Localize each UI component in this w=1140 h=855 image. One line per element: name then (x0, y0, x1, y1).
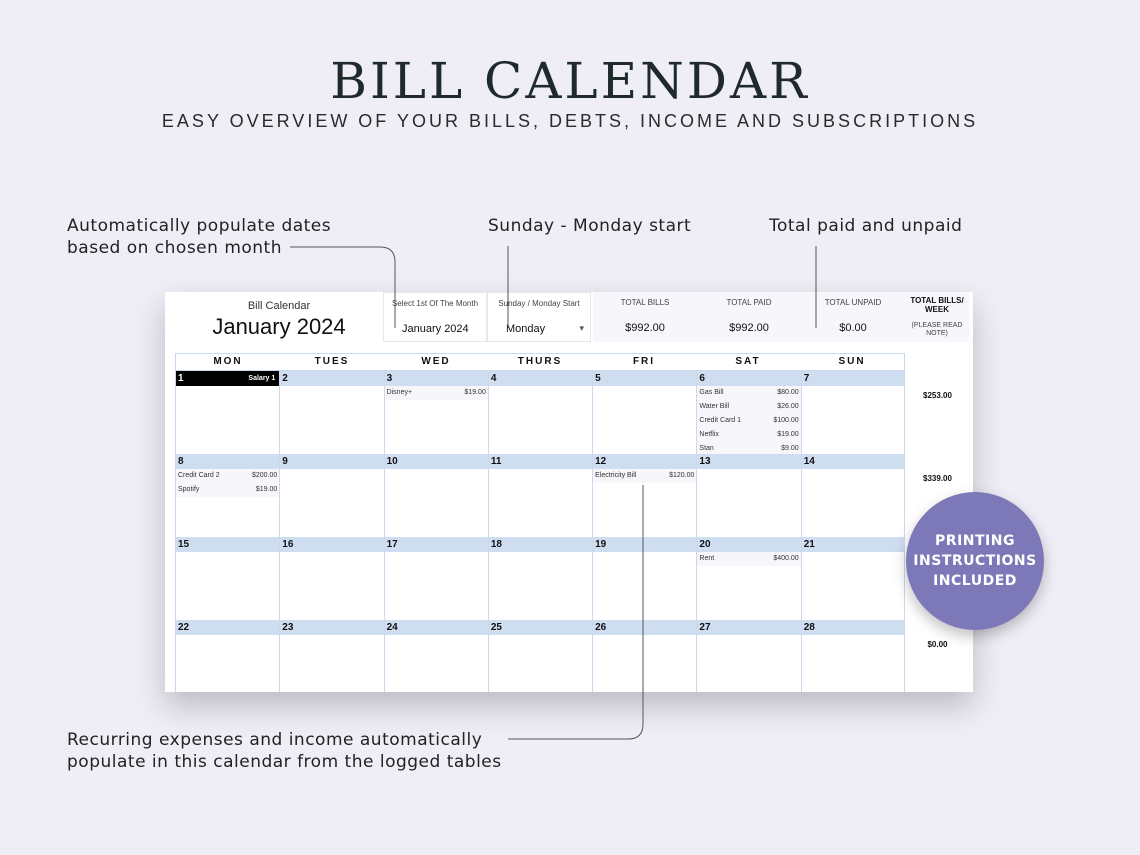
bill-entry (697, 400, 800, 414)
day-number (385, 620, 488, 635)
bill-name: Stan (699, 445, 714, 453)
calendar-sheet (165, 292, 973, 692)
bill-entry (176, 483, 279, 497)
day-number (280, 537, 383, 552)
day-number (280, 620, 383, 635)
day-number (697, 454, 800, 469)
calendar-day-cell[interactable] (384, 620, 488, 692)
calendar-day-cell[interactable] (801, 371, 905, 454)
day-number (697, 371, 800, 386)
select-month-label: Select 1st Of The Month (391, 299, 479, 308)
day-number (489, 620, 592, 635)
bills-per-week-label: TOTAL BILLS/ WEEK (910, 296, 964, 314)
bill-name: Gas Bill (699, 389, 724, 397)
week-total: $339.00 (923, 474, 952, 483)
day-number-text: 7 (803, 373, 810, 384)
calendar-week-row (175, 371, 905, 454)
day-number-text: 24 (386, 622, 398, 633)
calendar-day-cell[interactable] (592, 537, 696, 620)
page-title: BILL CALENDAR (330, 52, 810, 110)
calendar-day-cell[interactable] (696, 454, 800, 537)
calendar-week-row (175, 537, 905, 620)
bill-amount: $19.00 (464, 389, 486, 397)
day-number (489, 371, 592, 386)
day-number (176, 537, 279, 552)
bill-name: Credit Card 2 (178, 472, 220, 480)
bill-amount: $400.00 (773, 555, 799, 563)
day-number-text: 3 (386, 373, 393, 384)
select-month-field[interactable] (383, 292, 487, 342)
bill-entry (176, 469, 279, 483)
week-start-select[interactable] (487, 292, 591, 342)
day-number-text: 9 (282, 456, 288, 467)
bill-amount: $100.00 (773, 417, 799, 425)
calendar-label: Bill Calendar (247, 300, 311, 312)
weekday-tues: TUES (314, 356, 350, 367)
annotation-recurring: Recurring expenses and income automatically populate in this calendar from the logged tables (67, 730, 502, 772)
day-number-text: 25 (490, 622, 502, 633)
bill-amount: $120.00 (669, 472, 695, 480)
calendar-day-cell[interactable] (488, 371, 592, 454)
day-number-text: 8 (178, 456, 184, 467)
day-number-text: 18 (490, 539, 502, 550)
day-number (489, 537, 592, 552)
day-number (802, 537, 904, 552)
calendar-week-row (175, 454, 905, 537)
day-number (697, 537, 800, 552)
total-paid-label: TOTAL PAID (726, 298, 772, 307)
calendar-day-cell[interactable] (801, 454, 905, 537)
bill-entry (593, 469, 696, 483)
day-number-text: 4 (490, 373, 497, 384)
day-number (489, 454, 592, 469)
bill-entry (697, 414, 800, 428)
day-number (593, 537, 696, 552)
bills-per-week-note: (PLEASE READ NOTE) (911, 322, 963, 337)
weekday-mon: MON (213, 356, 243, 367)
select-month-value: January 2024 (402, 323, 469, 335)
day-number-text: 20 (699, 539, 711, 550)
calendar-day-cell[interactable] (801, 537, 905, 620)
calendar-day-cell[interactable] (384, 537, 488, 620)
calendar-day-cell[interactable] (696, 371, 800, 454)
week-total: $0.00 (927, 640, 948, 649)
day-number (176, 454, 279, 469)
week-total: $253.00 (923, 391, 952, 400)
day-number (802, 454, 904, 469)
calendar-grid (175, 353, 905, 692)
day-number-text: 1 (178, 373, 184, 384)
day-number (280, 454, 383, 469)
bill-name: Credit Card 1 (699, 417, 742, 425)
day-number-text: 5 (595, 373, 601, 384)
total-paid-value: $992.00 (729, 322, 769, 334)
day-number-text: 19 (595, 539, 607, 550)
calendar-day-cell[interactable] (279, 454, 383, 537)
page-subtitle: EASY OVERVIEW OF YOUR BILLS, DEBTS, INCOME AND SUBSCRIPTIONS (161, 111, 979, 131)
weekday-thurs: THURS (517, 356, 563, 367)
bill-entry (697, 428, 800, 442)
day-number-text: 12 (595, 456, 607, 467)
week-start-label: Sunday / Monday Start (498, 299, 580, 308)
bill-name: Electricity Bill (595, 472, 637, 480)
bill-name: Rent (699, 555, 715, 563)
bill-name: Water Bill (699, 403, 730, 411)
calendar-day-cell[interactable] (592, 371, 696, 454)
bill-amount: $19.00 (777, 431, 799, 439)
calendar-day-cell[interactable] (279, 620, 383, 692)
printing-instructions-badge: PRINTING INSTRUCTIONS INCLUDED (906, 492, 1044, 630)
bill-amount: $26.00 (777, 403, 799, 411)
month-title: January 2024 (212, 314, 346, 339)
bill-entry (385, 386, 488, 400)
calendar-day-cell[interactable] (175, 537, 279, 620)
day-number-text: 17 (386, 539, 398, 550)
bill-amount: $9.00 (781, 445, 799, 453)
day-number-text: 22 (178, 622, 190, 633)
day-number (697, 620, 800, 635)
calendar-day-cell[interactable] (801, 620, 905, 692)
weekday-sun: SUN (838, 356, 866, 367)
day-number-text: 6 (699, 373, 705, 384)
day-number-text: 2 (282, 373, 288, 384)
day-number (385, 537, 488, 552)
day-number (802, 620, 904, 635)
calendar-day-cell[interactable] (696, 537, 800, 620)
total-bills-value: $992.00 (625, 322, 665, 334)
bills-per-week-header (905, 292, 969, 342)
total-bills-label: TOTAL BILLS (620, 298, 670, 307)
bill-name: Spotify (178, 486, 200, 494)
bill-amount: $80.00 (777, 389, 799, 397)
day-number-text: 26 (595, 622, 607, 633)
day-number-text: 13 (699, 456, 711, 467)
calendar-day-cell[interactable] (488, 454, 592, 537)
calendar-weeks (175, 371, 905, 692)
calendar-day-cell[interactable] (488, 620, 592, 692)
weekday-sat: SAT (735, 356, 761, 367)
weekday-header-row (175, 353, 905, 371)
bill-name: Disney+ (386, 389, 413, 397)
bill-name: Netflix (699, 431, 719, 439)
calendar-day-cell[interactable] (592, 620, 696, 692)
total-paid-box (697, 292, 801, 342)
calendar-day-cell[interactable] (175, 371, 279, 454)
day-number-text: 27 (699, 622, 711, 633)
day-number-text: 15 (178, 539, 190, 550)
week-start-value: Monday (506, 323, 546, 335)
day-number-text: 10 (386, 456, 398, 467)
calendar-day-cell[interactable] (384, 371, 488, 454)
calendar-day-cell[interactable] (696, 620, 800, 692)
calendar-day-cell[interactable] (592, 454, 696, 537)
calendar-day-cell[interactable] (279, 371, 383, 454)
total-unpaid-value: $0.00 (839, 322, 867, 334)
total-bills-box (593, 292, 697, 342)
annotation-populate-dates: Automatically populate dates based on chosen month (67, 216, 332, 258)
total-unpaid-box (801, 292, 905, 342)
calendar-week-row (175, 620, 905, 692)
annotation-week-start: Sunday - Monday start (488, 216, 692, 236)
day-number (176, 620, 279, 635)
day-number (802, 371, 904, 386)
day-number-text: 28 (803, 622, 815, 633)
bill-amount: $200.00 (251, 472, 278, 480)
day-number-text: 11 (490, 456, 502, 467)
day-number-text: 16 (282, 539, 294, 550)
bill-amount: $19.00 (255, 486, 278, 494)
bill-entry (697, 386, 800, 400)
day-number (593, 371, 696, 386)
day-number-text: 23 (282, 622, 294, 633)
day-number (385, 371, 488, 386)
calendar-day-cell[interactable] (384, 454, 488, 537)
weekday-wed: WED (421, 356, 451, 367)
day-number (280, 371, 383, 386)
day-number-text: 14 (803, 456, 815, 467)
total-unpaid-label: TOTAL UNPAID (824, 298, 882, 307)
annotation-totals: Total paid and unpaid (769, 216, 963, 236)
day-number (385, 454, 488, 469)
calendar-day-cell[interactable] (175, 620, 279, 692)
income-tag: Salary 1 (248, 375, 276, 382)
calendar-day-cell[interactable] (279, 537, 383, 620)
calendar-day-cell[interactable] (175, 454, 279, 537)
day-number (176, 371, 279, 386)
day-number-text: 21 (803, 539, 815, 550)
calendar-day-cell[interactable] (488, 537, 592, 620)
day-number (593, 620, 696, 635)
bill-entry (697, 552, 800, 566)
weekday-fri: FRI (632, 356, 656, 367)
day-number (593, 454, 696, 469)
dropdown-caret-icon[interactable]: ▾ (579, 323, 584, 333)
